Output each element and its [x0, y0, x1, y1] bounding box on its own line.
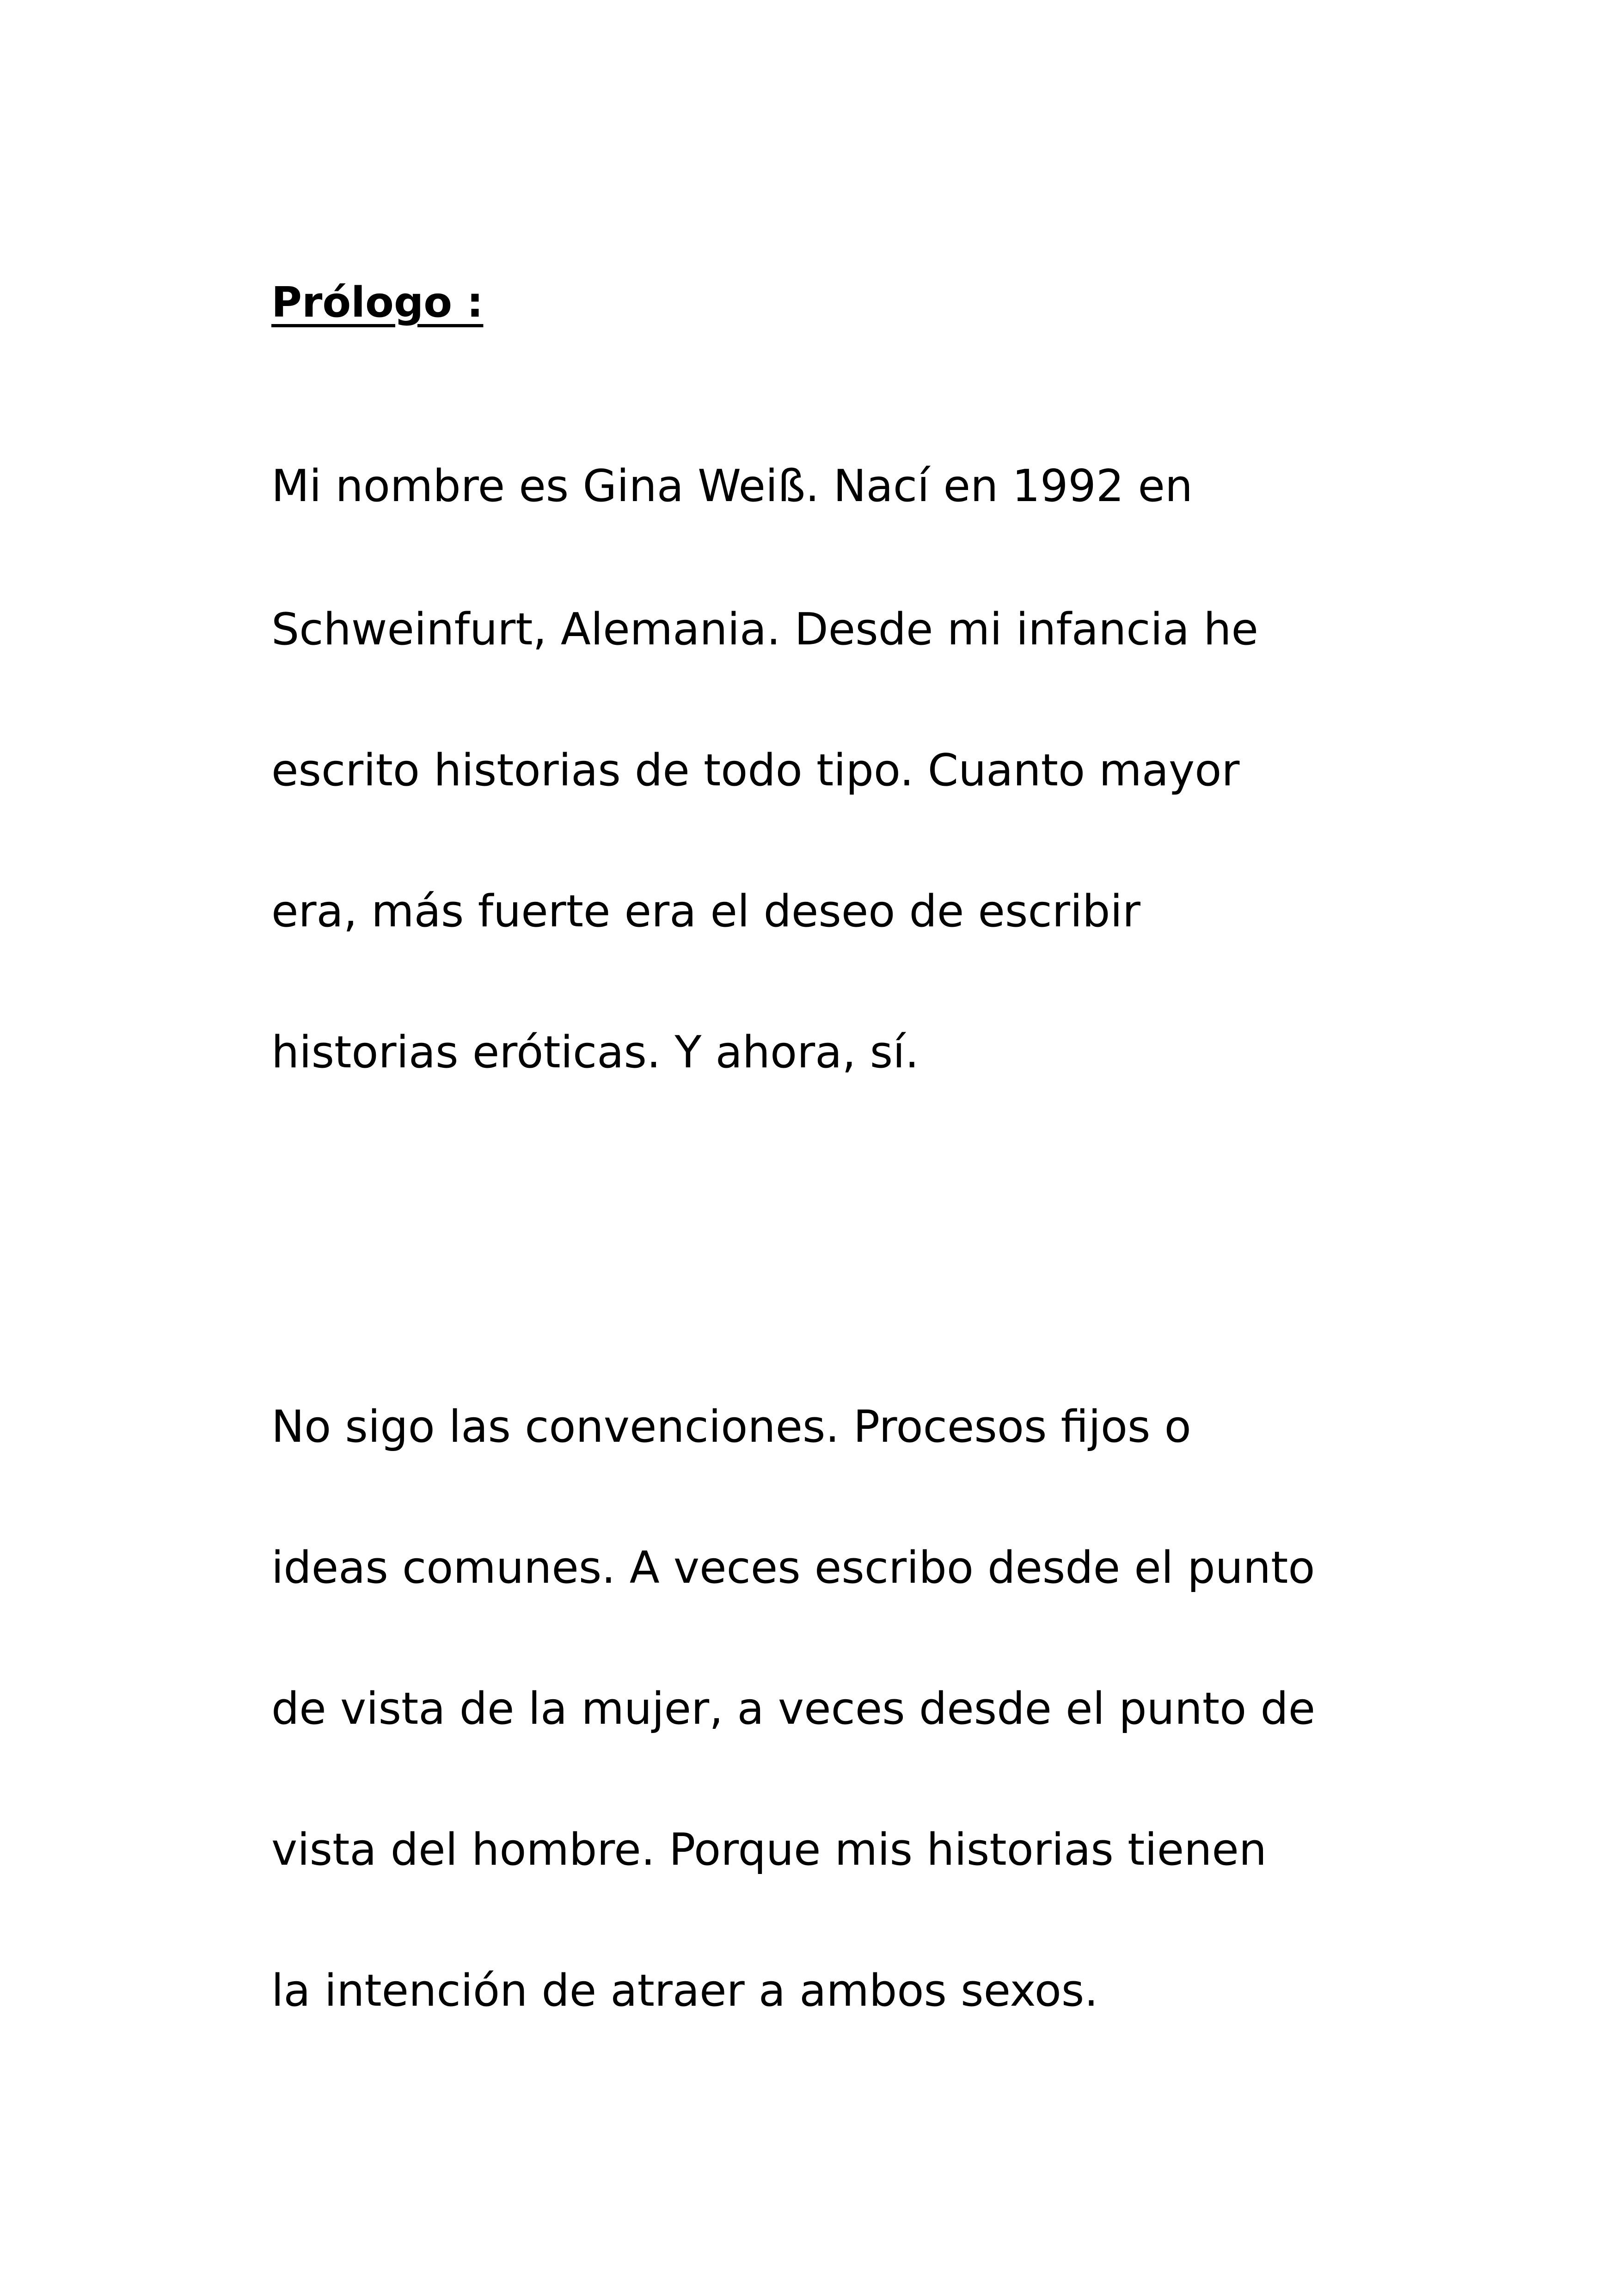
paragraph-line: era, más fuerte era el deseo de escribir — [271, 886, 1140, 937]
paragraph-line: ideas comunes. A veces escribo desde el punto — [271, 1543, 1315, 1593]
paragraph-line: historias eróticas. Y ahora, sí. — [271, 1027, 919, 1078]
paragraph-line: Mi nombre es Gina Weiß. Nací en 1992 en — [271, 461, 1193, 512]
prologue-heading: Prólogo : — [271, 278, 484, 327]
paragraph-line: de vista de la mujer, a veces desde el punto de — [271, 1684, 1316, 1734]
paragraph-line: No sigo las convenciones. Procesos fijos o — [271, 1402, 1191, 1452]
paragraph-line: escrito historias de todo tipo. Cuanto mayor — [271, 745, 1240, 796]
paragraph-line: la intención de atraer a ambos sexos. — [271, 1965, 1098, 2016]
paragraph-line: vista del hombre. Porque mis historias tienen — [271, 1825, 1267, 1875]
paragraph-line: Schweinfurt, Alemania. Desde mi infancia he — [271, 604, 1258, 655]
